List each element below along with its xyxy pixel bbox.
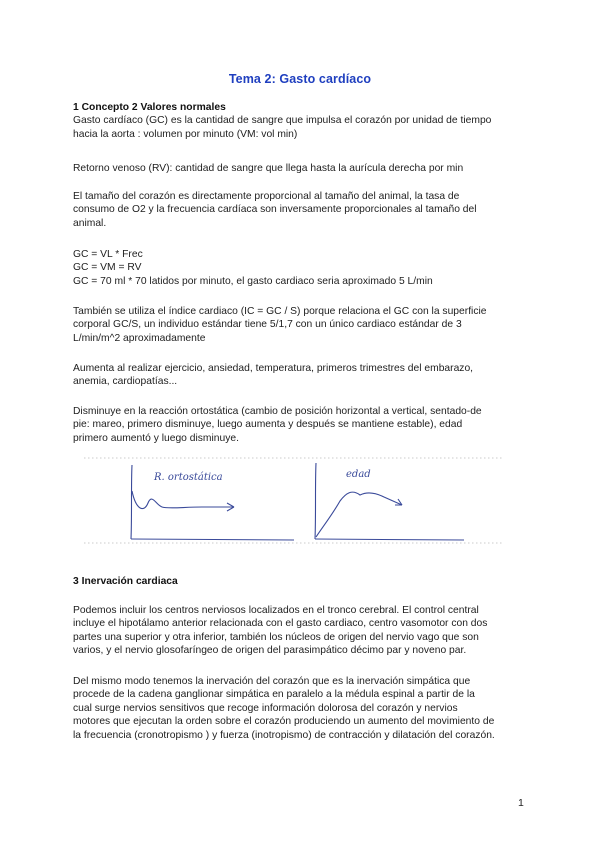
right-graph-curve xyxy=(316,492,402,537)
gc-definition-line: Gasto cardíaco (GC) es la cantidad de sangre que impulsa el corazón por unidad de tiempo xyxy=(73,115,492,127)
section-3-para-1 xyxy=(73,604,533,658)
index-note-line: corporal GC/S, un individuo estándar tiene 5/1,7 con un único cardiaco estándar de 3 xyxy=(73,319,462,331)
decrease-line: primero aumentó y luego disminuye. xyxy=(73,432,239,444)
section-1-heading: 1 Concepto 2 Valores normales xyxy=(73,102,226,113)
para2-line: procede de la cadena ganglionar simpática en paralelo a la médula espinal a partir de la xyxy=(73,689,475,701)
para1-line: partes una superior y otra inferior, también los núcleos de origen del nervio vago que son xyxy=(73,631,479,643)
index-note xyxy=(73,305,533,345)
para1-line: varios, y el nervio glosofaríngeo de origen del parasimpático décimo par y noveno par. xyxy=(73,645,467,657)
page-number: 1 xyxy=(518,797,524,809)
para1-line: incluye el hipotálamo anterior relacionada con el gasto cardiaco, centro vasomotor con dos xyxy=(73,618,488,630)
right-graph-x-axis xyxy=(315,539,464,540)
formula-line: GC = 70 ml * 70 latidos por minuto, el gasto cardiaco seria aproximado 5 L/min xyxy=(73,275,433,287)
left-graph-curve xyxy=(132,491,234,509)
section-1 xyxy=(73,101,533,141)
para1-line: Podemos incluir los centros nerviosos localizados en el tronco cerebral. El control central xyxy=(73,605,479,616)
section-3-heading: 3 Inervación cardiaca xyxy=(73,576,178,587)
handdrawn-sketch xyxy=(84,455,504,555)
formulas xyxy=(73,248,533,288)
left-graph-label: R. ortostática xyxy=(154,472,223,483)
right-graph-label: edad xyxy=(346,469,371,480)
index-note-line: También se utiliza el índice cardiaco (IC = GC / S) porque relaciona el GC con la superficie xyxy=(73,306,487,317)
increase-line: anemia, cardiopatías... xyxy=(73,376,178,388)
size-note-line: animal. xyxy=(73,217,107,229)
sketch-svg xyxy=(84,455,504,555)
section-3-heading-block xyxy=(73,575,533,588)
increase-note xyxy=(73,362,533,389)
decrease-line: pie: mareo, primero disminuye, luego aumenta y después se mantiene estable), edad xyxy=(73,419,463,431)
rv-definition-line: Retorno venoso (RV): cantidad de sangre que llega hasta la aurícula derecha por min xyxy=(73,163,464,174)
left-graph-x-axis xyxy=(131,539,294,540)
size-note-line: consumo de O2 y la frecuencia cardíaca son inversamente proporcionales al tamaño del xyxy=(73,204,477,216)
formula-line: GC = VM = RV xyxy=(73,262,142,274)
left-graph-y-axis xyxy=(131,465,132,539)
section-3-para-2 xyxy=(73,675,533,742)
size-note xyxy=(73,190,533,230)
para2-line: motores que ejecutan la orden sobre el corazón produciendo un aumento del movimiento de xyxy=(73,716,495,728)
decrease-note xyxy=(73,405,533,445)
index-note-line: L/min/m^2 aproximadamente xyxy=(73,332,206,344)
size-note-line: El tamaño del corazón es directamente proporcional al tamaño del animal, la tasa de xyxy=(73,191,460,202)
para2-line: cual surge nervios sensitivos que recoge información dolorosa del corazón y nervios xyxy=(73,702,458,714)
para2-line: la frecuencia (cronotropismo ) y fuerza (inotropismo) de contracción y dilatación del corazón. xyxy=(73,729,495,741)
gc-definition-line: hacia la aorta : volumen por minuto (VM: vol min) xyxy=(73,128,298,140)
para2-line: Del mismo modo tenemos la inervación del corazón que es la inervación simpática que xyxy=(73,676,471,687)
right-graph-y-axis xyxy=(315,463,316,539)
decrease-line: Disminuye en la reacción ortostática (cambio de posición horizontal a vertical, sentado-de xyxy=(73,406,482,417)
page-title: Tema 2: Gasto cardíaco xyxy=(228,72,372,86)
rv-definition xyxy=(73,162,533,175)
increase-line: Aumenta al realizar ejercicio, ansiedad, temperatura, primeros trimestres del embarazo, xyxy=(73,363,474,374)
formula-line: GC = VL * Frec xyxy=(73,249,143,260)
